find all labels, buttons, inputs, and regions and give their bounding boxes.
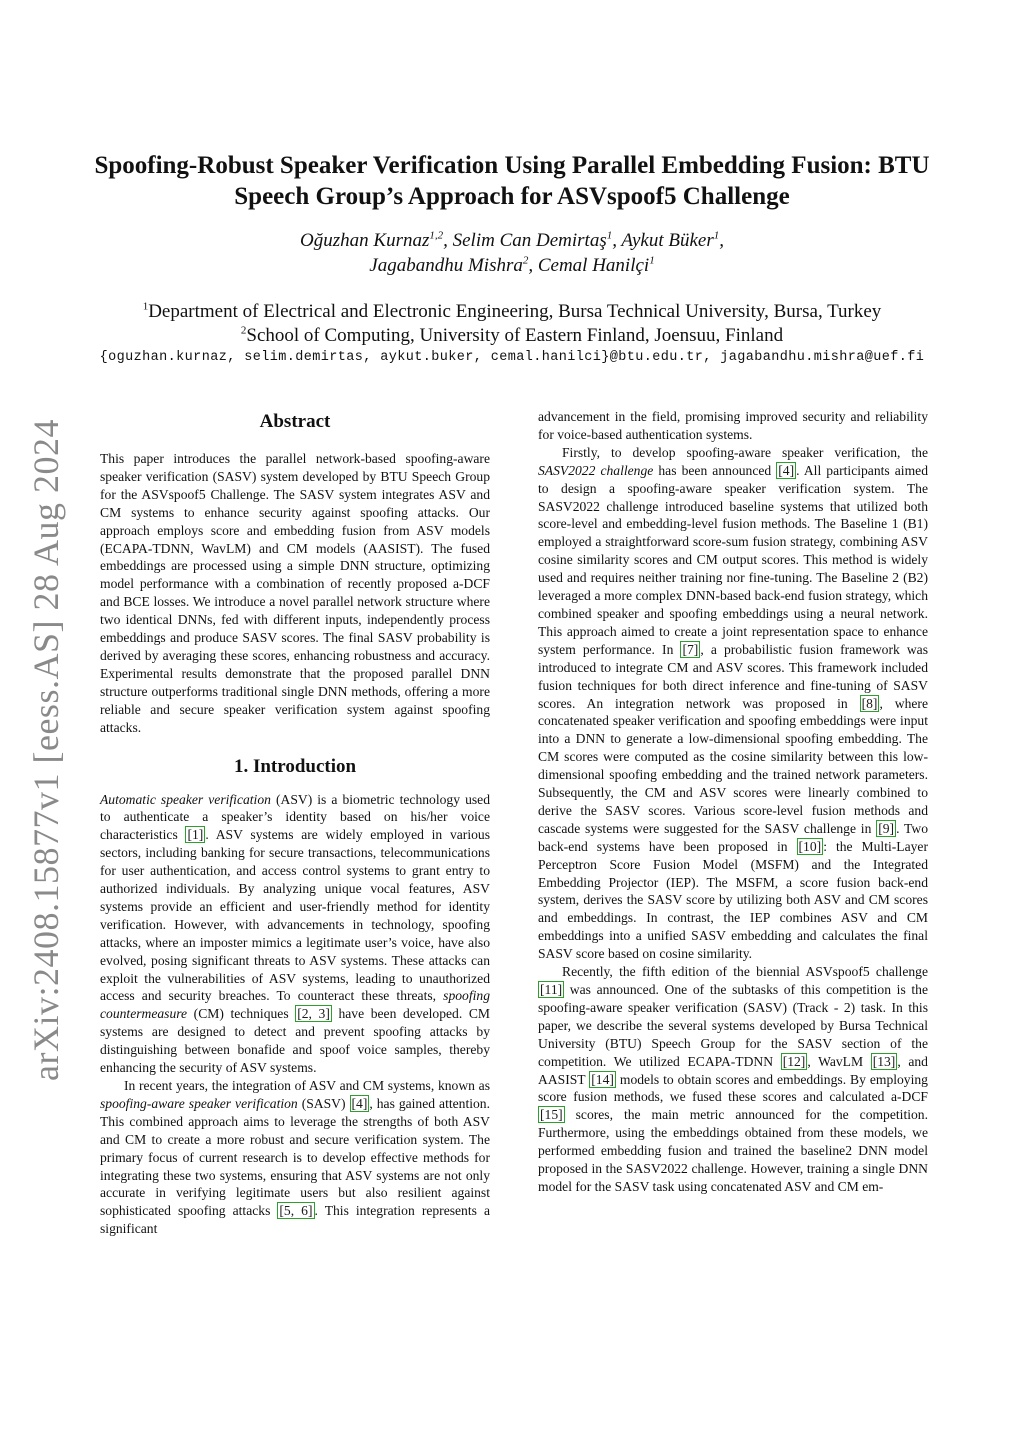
affiliation-line: $^1$Department of Electrical and Electronic Engineering, Bursa Technical University, Bursa, Turkey bbox=[142, 300, 882, 322]
intro-paragraph-3: Firstly, to develop spoofing-aware speaker verification, the SASV2022 challenge has been announced [4] . All participants aimed to design a spoofing-aware speaker verification system. The SASV2022 challenge introduced baseline systems that utilized both score-level and embedding-level fusion methods. The Baseline 1 (B1) employed a straightforward score-sum fusion strategy, combining ASV cosine similarity scores and CM output scores. This method is widely used and requires neither training nor fine-tuning. The Baseline 2 (B2) leveraged a more complex DNN-based back-end fusion strategy, which combined speaker and spoofing embeddings using a neural network. This approach aimed to create a joint representation space to enhance system performance. In [7] , a probabilistic fusion framework was introduced to integrate CM and ASV scores. This framework included fusion techniques for both direct inference and fine-tuning of SASV scores. An integration network was proposed in [8] , where concatenated speaker verification and spoofing embeddings were input into a DNN to generate a low-dimensional spoofing embedding. The CM scores were computed as the cosine similarity between this low-dimensional spoofing embedding and the trained network parameters. Subsequently, the CM and ASV scores were linearly combined to derive the SASV scores. Various score-level fusion methods and cascade systems were suggested for the SASV challenge in [9] . Two back-end systems have been proposed in [10] : the Multi-Layer Perceptron Score Fusion Model (MSFM) and the Integrated Embedding Projector (IEP). The MSFM, a score fusion back-end system, derives the SASV score by utilizing both ASV and CM scores and embeddings. In contrast, the IEP combines ASV and CM embeddings into a unified SASV embedding and calculates the final SASV score based on cosine similarity. bbox=[538, 444, 929, 962]
arxiv-identifier-text: arXiv:2408.15877v1 [eess.AS] 28 Aug 2024 bbox=[26, 419, 67, 1081]
citation-link[interactable]: [7] bbox=[682, 641, 699, 657]
abstract-text: This paper introduces the parallel network-based spoofing-aware speaker verification (SASV) system developed by BTU Speech Group for the ASVspoof5 Challenge. The SASV system integrates ASV and CM systems to enhance security against spoofing attacks. Our approach employs score and embedding fusion from ASV models (ECAPA-TDNN, WavLM) and CM models (AASIST). The fused embeddings are processed using a simple DNN structure, optimizing model performance with a combination of recently proposed a-DCF and BCE losses. We introduce a novel parallel network structure where two identical DNNs, fed with different inputs, independently process embeddings and produce SASV scores. The final SASV probability is derived by averaging these scores, enhancing robustness and accuracy. Experimental results demonstrate that the proposed parallel DNN structure outperforms traditional single DNN methods, offering a more reliable and secure speaker verification system against spoofing attacks. bbox=[100, 451, 490, 735]
author-affiliation-mark: 1,2 bbox=[429, 229, 444, 242]
introduction-heading: 1. Introduction bbox=[233, 755, 357, 777]
citation-link[interactable]: [4] bbox=[778, 462, 795, 478]
citation-link[interactable]: [10] bbox=[798, 838, 822, 854]
citation-link[interactable]: [11] bbox=[540, 982, 563, 997]
citation-link[interactable]: [12] bbox=[782, 1053, 806, 1069]
paper-title-line1: Spoofing-Robust Speaker Verification Using Parallel Embedding Fusion: BTU bbox=[94, 152, 930, 179]
citation-link[interactable]: [9] bbox=[878, 820, 895, 836]
author-name: Jagabandhu Mishra bbox=[369, 255, 523, 276]
left-column bbox=[100, 408, 490, 1238]
author-affiliation-mark: 1 bbox=[606, 229, 613, 242]
intro-paragraph-continued: advancement in the field, promising improved security and reliability for voice-based authentication systems. bbox=[538, 409, 928, 442]
author-name: Selim Can Demirtaş bbox=[452, 230, 607, 251]
citation-link[interactable]: [4] bbox=[351, 1095, 368, 1111]
author-name: Aykut Büker bbox=[621, 230, 714, 251]
paper-title bbox=[80, 150, 944, 212]
citation-link[interactable]: [2, 3] bbox=[297, 1006, 330, 1022]
citation-link[interactable]: [13] bbox=[872, 1053, 896, 1069]
author-name: Cemal Hanilçi bbox=[537, 255, 650, 276]
affiliation-line: $^2$School of Computing, University of Eastern Finland, Joensuu, Finland bbox=[240, 324, 784, 346]
author-affiliation-mark: 1 bbox=[713, 229, 720, 242]
citation-link[interactable]: [14] bbox=[591, 1071, 614, 1087]
citation-link[interactable]: [5, 6] bbox=[279, 1203, 313, 1219]
author-emails: {oguzhan.kurnaz, selim.demirtas, aykut.buker, cemal.hanilci}@btu.edu.tr, jagabandhu.mishra@uef.fi bbox=[99, 350, 925, 365]
intro-paragraph-1: Automatic speaker verification (ASV) is a biometric technology used to authenticate a speaker’s identity based on his/her voice characteristics [1] . ASV systems are widely employed in various sectors, including banking for secure transactions, telecommunications for user authentication, and access control systems to grant entry to authorized individuals. By analyzing unique vocal features, ASV systems provide an efficient and user-friendly method for identity verification. However, with advancements in technology, spoofing attacks, where an imposter mimics a legitimate user’s voice, have also evolved, posing significant threats to ASV systems. These attacks can exploit the vulnerabilities of ASV systems, leading to unauthorized access and security breaches. To counteract these threats, spoofing countermeasure (CM) techniques [2, 3] have been developed. CM systems are designed to detect and prevent spoofing attacks by distinguishing between bonafide and spoof voice samples, thereby enhancing the security of ASV systems. bbox=[100, 791, 490, 1076]
citation-link[interactable]: [15] bbox=[540, 1107, 563, 1123]
intro-paragraph-2: In recent years, the integration of ASV and CM systems, known as spoofing-aware speaker verification (SASV) [4] , has gained attention. This combined approach aims to leverage the strengths of both ASV and CM to create a more robust and secure verification system. The primary focus of current research is to develop effective methods for integrating these two systems, ensuring that ASV systems are not only accurate in verifying legitimate users but also resilient against sophisticated spoofing attacks [5, 6] . This integration represents a significant bbox=[100, 1078, 490, 1237]
abstract-heading: Abstract bbox=[259, 411, 331, 432]
citation-link[interactable]: [1] bbox=[187, 827, 204, 843]
author-affiliation-mark: 1 bbox=[649, 254, 655, 267]
paper-title-line2: Speech Group’s Approach for ASVspoof5 Challenge bbox=[234, 183, 790, 210]
right-column bbox=[538, 408, 928, 1196]
citation-link[interactable]: [8] bbox=[861, 695, 878, 711]
affiliations bbox=[40, 300, 984, 348]
arxiv-identifier bbox=[18, 419, 74, 1081]
author-name: Oğuzhan Kurnaz bbox=[300, 230, 430, 251]
intro-paragraph-4: Recently, the fifth edition of the biennial ASVspoof5 challenge [11] was announced. One of the subtasks of this competition is the spoofing-aware speaker verification (SASV) (Track - 2) task. In this paper, we describe the several systems developed by Bursa Technical University (BTU) Speech Group for the SASV section of the competition. We utilized ECAPA-TDNN [12] , WavLM [13] , and AASIST [14] models to obtain scores and embeddings. By employing score fusion methods, we fused these scores and calculated a-DCF [15] scores, the main metric announced for the competition. Furthermore, using the embeddings obtained from these models, we performed embedding fusion and trained the baseline2 DNN model proposed in the SASV2022 challenge. However, training a single DNN model for the SASV task using concatenated ASV and CM em- bbox=[538, 964, 928, 1194]
author-list: Oğuzhan Kurnaz$^{1,2}$, Selim Can Demirtaş$^1$, Aykut Büker$^1$, Jagabandhu Mishra$^2$, Cemal Hanilçi$^1$ bbox=[300, 229, 724, 276]
author-affiliation-mark: 2 bbox=[522, 254, 529, 267]
